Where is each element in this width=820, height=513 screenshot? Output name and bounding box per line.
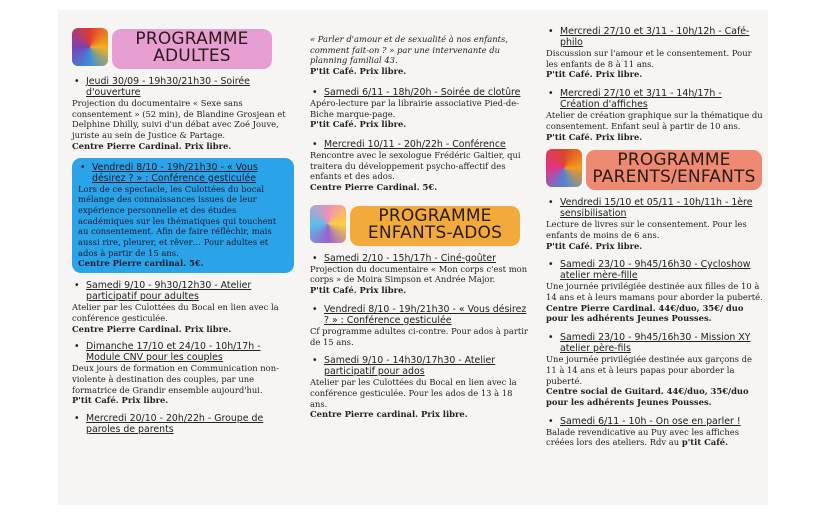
event-description: Projection du documentaire « Sexe sans consentement » (52 min), de Blandine Grosjean et Delphine Dhilly, suivi d'un débat avec Zoé Jouve, juriste au sein de Justice & Partage. xyxy=(72,98,286,141)
event-description: Atelier par les Culottées du Bocal en lien avec la conférence gesticulée. Pour les ados de 13 à 18 ans. xyxy=(310,377,517,409)
event-title: • Samedi 23/10 - 9h45/16h30 - Mission XY atelier père-fils xyxy=(546,332,764,354)
event-venue-price: Centre Pierre cardinal. Prix libre. xyxy=(310,409,468,420)
event-title: • Mercredi 10/11 - 20h/22h - Conférence xyxy=(310,139,532,150)
event-title: • Dimanche 17/10 et 24/10 - 10h/17h - Module CNV pour les couples xyxy=(72,341,294,363)
event-venue-price: Centre Pierre Cardinal. Prix libre. xyxy=(72,323,232,334)
list-item xyxy=(310,87,532,130)
list-item xyxy=(310,139,532,193)
festival-logo-icon xyxy=(546,149,582,187)
event-description: Atelier de création graphique sur la thématique du consentement. Enfant seul à partir de 10 ans. xyxy=(546,110,763,131)
list-item xyxy=(72,341,294,406)
event-title: • Mercredi 27/10 et 3/11 - 10h/12h - Café-philo xyxy=(546,26,764,48)
event-description: Apéro-lecture par la librairie associative Pied-de-Biche marque-page. xyxy=(310,97,519,119)
event-venue-price: Centre social de Guitard. 44€/duo, 35€/duo pour les adhérents Jeunes Pousses. xyxy=(546,386,749,407)
event-description: Une journée privilégiée destinée aux filles de 10 à 14 ans et à leurs mamans pour aborder la puberté. xyxy=(546,281,763,303)
event-title: • Samedi 23/10 - 9h45/16h30 - Cycloshow atelier mère-fille xyxy=(546,259,764,281)
section-title-kids-teens: PROGRAMME ENFANTS-ADOS xyxy=(350,206,520,246)
event-title: • Samedi 9/10 - 14h30/17h30 - Atelier participatif pour ados xyxy=(310,355,532,377)
event-venue-price: Centre Pierre Cardinal. 44€/duo, 35€/ duo pour les adhérents Jeunes Pousses. xyxy=(546,302,744,324)
list-item xyxy=(546,416,764,448)
section-header-adults xyxy=(72,26,294,68)
event-description: « Parler d'amour et de sexualité à nos enfants, comment fait-on ? » par une intervenante du planning familial 43. xyxy=(310,34,508,66)
event-venue-price: P'tit Café. Prix libre. xyxy=(546,131,643,142)
list-item xyxy=(310,253,532,296)
list-item xyxy=(546,259,764,324)
list-item xyxy=(72,413,294,435)
event-description: Deux jours de formation en Communication non-violente à destination des couples, par une formatrice de Grandir ensemble aujourd'hui. xyxy=(72,363,279,395)
event-title: • Mercredi 20/10 - 20h/22h - Groupe de paroles de parents xyxy=(72,413,294,435)
list-item xyxy=(546,197,764,251)
event-description: Atelier par les Culottées du Bocal en lien avec la conférence gesticulée. xyxy=(72,302,279,323)
event-title: • Vendredi 8/10 - 19h/21h30 - « Vous désirez ? » : Conférence gesticulée xyxy=(78,162,288,184)
event-venue-price: P'tit Café. Prix libre. xyxy=(310,66,407,77)
column-kids-teens xyxy=(310,34,532,420)
list-item xyxy=(72,76,294,152)
event-title: • Samedi 6/11 - 18h/20h - Soirée de clotûre xyxy=(310,87,532,98)
event-title: • Vendredi 8/10 - 19h/21h30 - « Vous désirez ? » : Conférence gesticulée xyxy=(310,304,532,326)
highlight-box xyxy=(72,158,294,274)
section-header-parents-children xyxy=(546,147,764,189)
list-item xyxy=(72,280,294,334)
event-venue-price: P'tit Café. Prix libre. xyxy=(546,69,643,80)
event-title: • Vendredi 15/10 et 05/11 - 10h/11h - 1ère sensibilisation xyxy=(546,197,764,219)
festival-logo-icon xyxy=(310,205,346,243)
event-description: Lecture de livres sur le consentement. Pour les enfants de moins de 6 ans. xyxy=(546,219,747,240)
event-venue-price: Centre Pierre cardinal. 5€. xyxy=(78,258,204,269)
column-parents-children xyxy=(546,26,764,448)
festival-logo-icon xyxy=(72,28,108,66)
event-title: • Samedi 9/10 - 9h30/12h30 - Atelier participatif pour adultes xyxy=(72,280,294,302)
event-venue-price: P'tit Café. Prix libre. xyxy=(310,285,407,296)
event-title: • Samedi 6/11 - 10h - On ose en parler ! xyxy=(546,416,764,427)
section-title-adults: PROGRAMME ADULTES xyxy=(112,29,272,69)
event-description: Balade revendicative au Puy avec les affiches créées lors des ateliers. Rdv au xyxy=(546,426,740,448)
event-description: Discussion sur l'amour et le consentement. Pour les enfants de 8 à 11 ans. xyxy=(546,48,752,69)
list-item xyxy=(546,88,764,142)
event-venue-price: P'tit Café. Prix libre. xyxy=(310,119,407,130)
event-venue-price: p'tit Café. xyxy=(681,437,729,448)
event-description: Lors de ce spectacle, les Culottées du bocal mélange des connaissances issues de leur expérience personnelle et des études académiques sur les thématiques qui touchent au consentement. Afin de faire réfléchir, mais aussi rire, pleurer, et rêver… Pour adultes et ados à partir de 15 ans. xyxy=(78,183,277,258)
event-venue-price: Centre Pierre Cardinal. 5€. xyxy=(310,182,438,193)
section-header-kids-teens xyxy=(310,203,532,245)
list-item xyxy=(546,26,764,80)
section-title-parents-children: PROGRAMME PARENTS/ENFANTS xyxy=(586,150,762,190)
program-sheet xyxy=(58,10,768,505)
list-item xyxy=(310,304,532,347)
event-venue-price: P'tit Café. Prix libre. xyxy=(72,395,169,406)
event-description: Cf programme adultes ci-contre. Pour ados à partir de 15 ans. xyxy=(310,325,528,347)
event-venue-price: P'tit Café. Prix libre. xyxy=(546,240,643,251)
event-title: • Jeudi 30/09 - 19h30/21h30 - Soirée d'ouverture xyxy=(72,76,294,98)
event-title: • Mercredi 27/10 et 3/11 - 14h/17h - Création d'affiches xyxy=(546,88,764,110)
event-venue-price: Centre Pierre Cardinal. Prix libre. xyxy=(72,140,232,151)
list-item xyxy=(546,332,764,408)
event-title: • Samedi 2/10 - 15h/17h - Ciné-goûter xyxy=(310,253,532,264)
list-item xyxy=(310,355,532,420)
event-description: Une journée privilégiée destinée aux garçons de 11 à 14 ans et à leurs papas pour aborder la puberté. xyxy=(546,354,752,386)
column-adults xyxy=(72,26,294,435)
event-description: Projection du documentaire « Mon corps c'est mon corps » de Moira Simpson et Andrée Major. xyxy=(310,263,528,285)
event-description: Rencontre avec le sexologue Frédéric Galtier, qui traitera du développement psycho-affectif des enfants et des ados. xyxy=(310,149,521,182)
